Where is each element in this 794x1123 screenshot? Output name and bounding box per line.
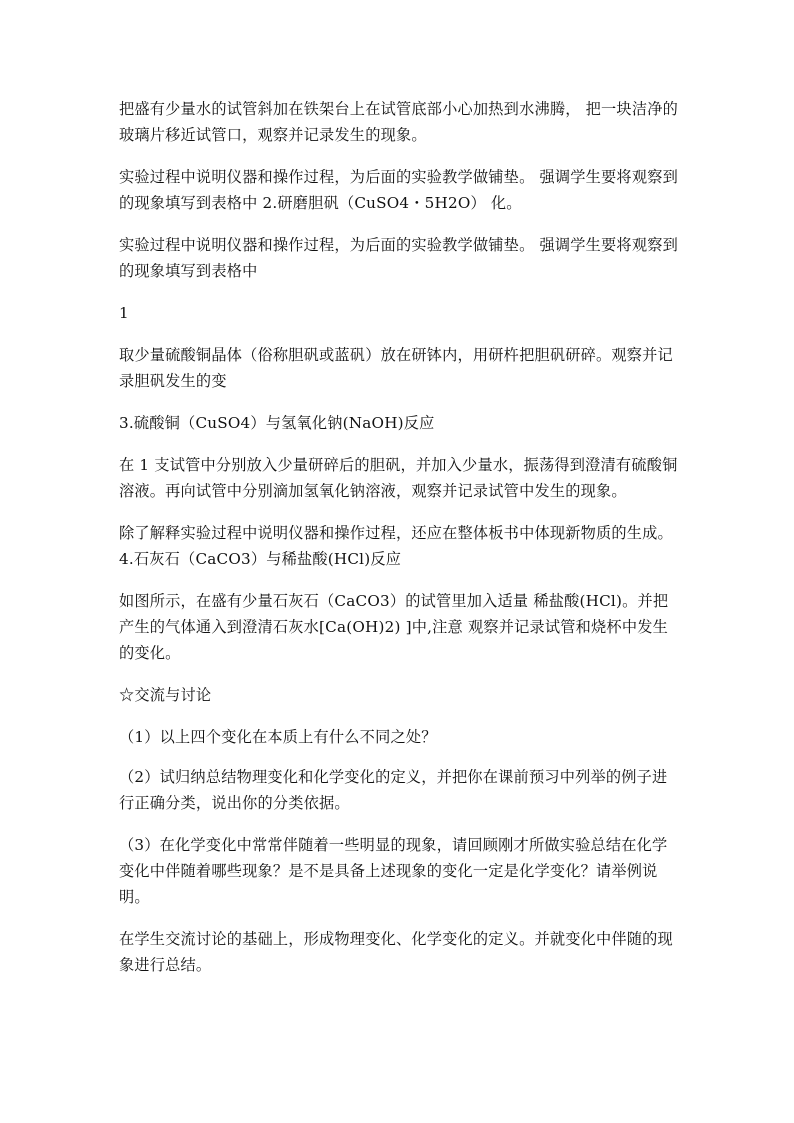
document-body xyxy=(119,96,679,994)
paragraph-grind-bluestone: 取少量硫酸铜晶体（俗称胆矾或蓝矾）放在研钵内，用研杵把胆矾研碎。观察并记录胆矾发生的变 xyxy=(119,346,673,390)
paragraph-summary: 在学生交流讨论的基础上，形成物理变化、化学变化的定义。并就变化中伴随的现象进行总结。 xyxy=(119,930,673,974)
paragraph-number-1: 1 xyxy=(119,304,129,322)
question-2: （2）试归纳总结物理变化和化学变化的定义，并把你在课前预习中列举的例子进行正确分类，说出你的分类依据。 xyxy=(119,768,668,812)
paragraph-cuso4-solution: 在 1 支试管中分别放入少量研碎后的胆矾，并加入少量水，振荡得到澄清有硫酸铜溶液。再向试管中分别滴加氢氧化钠溶液，观察并记录试管中发生的现象。 xyxy=(119,456,678,500)
paragraph-new-substance: 除了解释实验过程中说明仪器和操作过程，还应在整体板书中体现新物质的生成。 4.石灰石（CaCO3）与稀盐酸(HCl)反应 xyxy=(119,524,673,568)
question-1: （1）以上四个变化在本质上有什么不同之处？ xyxy=(119,728,437,746)
question-3: （3）在化学变化中常常伴随着一些明显的现象，请回顾刚才所做实验总结在化学变化中伴随着哪些现象？是不是具备上述现象的变化一定是化学变化？请举例说明。 xyxy=(119,836,668,906)
paragraph-caco3-hcl: 如图所示，在盛有少量石灰石（CaCO3）的试管里加入适量 稀盐酸(HCl)。并把产生的气体通入到澄清石灰水[Ca(OH)2) ]中,注意 观察并记录试管和烧杯中发生的变化。 xyxy=(119,592,669,662)
paragraph-instrument-note-2: 实验过程中说明仪器和操作过程，为后面的实验教学做铺垫。 强调学生要将观察到的现象填写到表格中 xyxy=(119,236,678,280)
heading-cuso4-naoh: 3.硫酸铜（CuSO4）与氢氧化钠(NaOH)反应 xyxy=(119,414,435,432)
paragraph-heat-water: 把盛有少量水的试管斜加在铁架台上在试管底部小心加热到水沸腾， 把一块洁净的玻璃片移近试管口，观察并记录发生的现象。 xyxy=(119,100,678,144)
paragraph-instrument-note-1: 实验过程中说明仪器和操作过程，为后面的实验教学做铺垫。 强调学生要将观察到的现象填写到表格中 2.研磨胆矾（CuSO4・5H2O） 化。 xyxy=(119,168,678,212)
heading-discussion: ☆交流与讨论 xyxy=(119,686,212,704)
